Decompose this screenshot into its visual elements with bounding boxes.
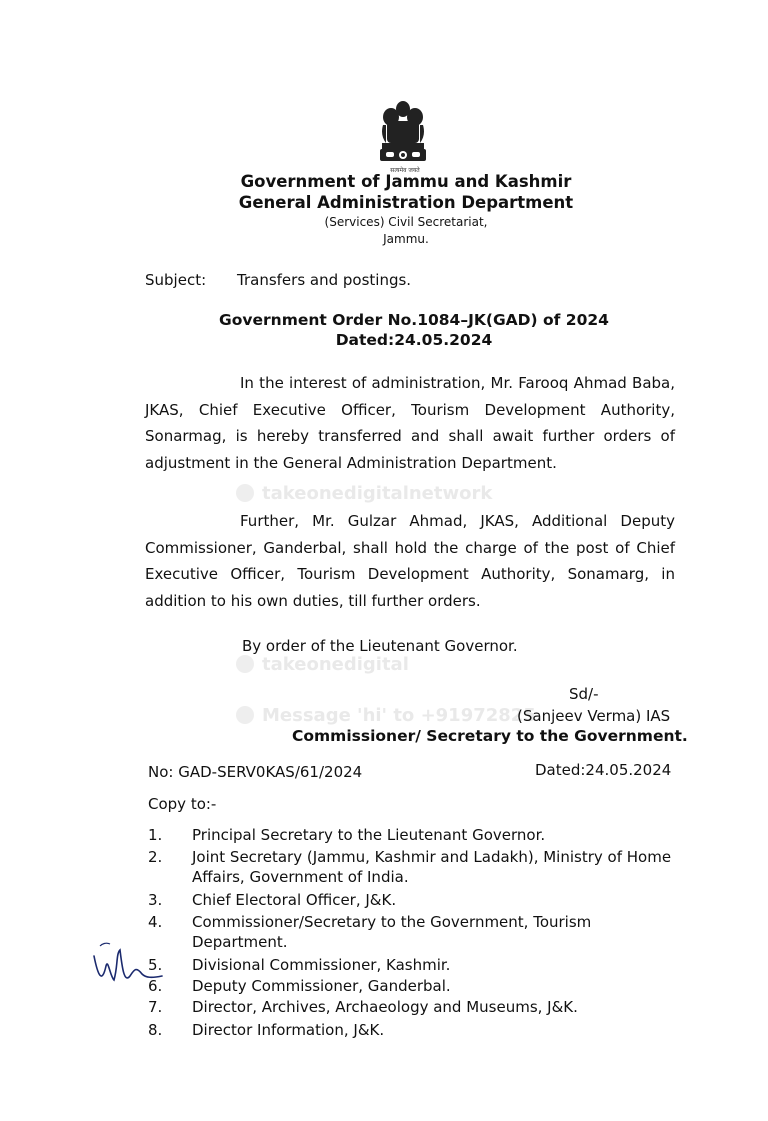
- signatory-name: (Sanjeev Verma) IAS: [517, 707, 671, 725]
- list-item: 3. Chief Electoral Officer, J&K.: [148, 891, 397, 909]
- paragraph-line: Executive Officer, Tourism Development Authority, Sonamarg, in: [145, 565, 675, 583]
- subject-text: Transfers and postings.: [237, 271, 412, 289]
- list-item: 5. Divisional Commissioner, Kashmir.: [148, 956, 451, 974]
- handwritten-initials-icon: [86, 936, 166, 996]
- copy-to-label: Copy to:-: [148, 795, 217, 813]
- reference-number: No: GAD-SERV0KAS/61/2024: [148, 763, 363, 781]
- office-city: Jammu.: [383, 232, 429, 246]
- subject-label: Subject:: [145, 271, 207, 289]
- watermark-telegram: takeonedigital: [236, 654, 409, 675]
- paragraph-line: In the interest of administration, Mr. Farooq Ahmad Baba,: [240, 374, 675, 392]
- paragraph-line: Commissioner, Ganderbal, shall hold the charge of the post of Chief: [145, 538, 675, 557]
- facebook-icon: [236, 484, 254, 502]
- copy-to-list: [148, 825, 678, 1040]
- list-item: 6. Deputy Commissioner, Ganderbal.: [148, 977, 451, 995]
- ashoka-emblem-icon: [374, 95, 432, 177]
- list-item: 8. Director Information, J&K.: [148, 1021, 385, 1039]
- list-item: 2. Joint Secretary (Jammu, Kashmir and Ladakh), Ministry of Home: [148, 848, 672, 866]
- reference-date: Dated:24.05.2024: [535, 761, 672, 779]
- paragraph-line: JKAS, Chief Executive Officer, Tourism Development Authority,: [145, 400, 675, 419]
- list-item: 4. Commissioner/Secretary to the Government, Tourism: [148, 913, 592, 931]
- paragraph-line: adjustment in the General Administration Department.: [145, 453, 557, 472]
- paragraph-line: Further, Mr. Gulzar Ahmad, JKAS, Additional Deputy: [240, 512, 675, 530]
- signatory-title: Commissioner/ Secretary to the Government.: [292, 727, 688, 745]
- by-order-line: By order of the Lieutenant Governor.: [242, 637, 518, 655]
- list-item: 7. Director, Archives, Archaeology and Museums, J&K.: [148, 998, 578, 1016]
- list-item: 1. Principal Secretary to the Lieutenant Governor.: [148, 826, 546, 844]
- paragraph-line: Sonarmag, is hereby transferred and shall await further orders of: [145, 427, 675, 445]
- order-paragraph-1: [145, 370, 675, 476]
- list-item-continuation: Department.: [192, 933, 288, 951]
- telegram-icon: [236, 655, 254, 673]
- whatsapp-icon: [236, 706, 254, 724]
- government-name: Government of Jammu and Kashmir: [240, 172, 572, 191]
- department-name: General Administration Department: [238, 193, 574, 212]
- order-paragraph-2: [145, 508, 675, 614]
- emblem-motto: सत्यमेव जयते: [390, 167, 420, 174]
- order-date: Dated:24.05.2024: [335, 331, 493, 349]
- watermark-whatsapp: Message 'hi' to +91972825: [236, 705, 536, 726]
- signed-mark: Sd/-: [569, 685, 599, 703]
- watermark-facebook: takeonedigitalnetwork: [236, 483, 492, 504]
- office-address: (Services) Civil Secretariat,: [324, 215, 488, 229]
- paragraph-line: addition to his own duties, till further orders.: [145, 591, 481, 610]
- order-number: Government Order No.1084–JK(GAD) of 2024: [219, 311, 609, 329]
- list-item-continuation: Affairs, Government of India.: [192, 868, 409, 886]
